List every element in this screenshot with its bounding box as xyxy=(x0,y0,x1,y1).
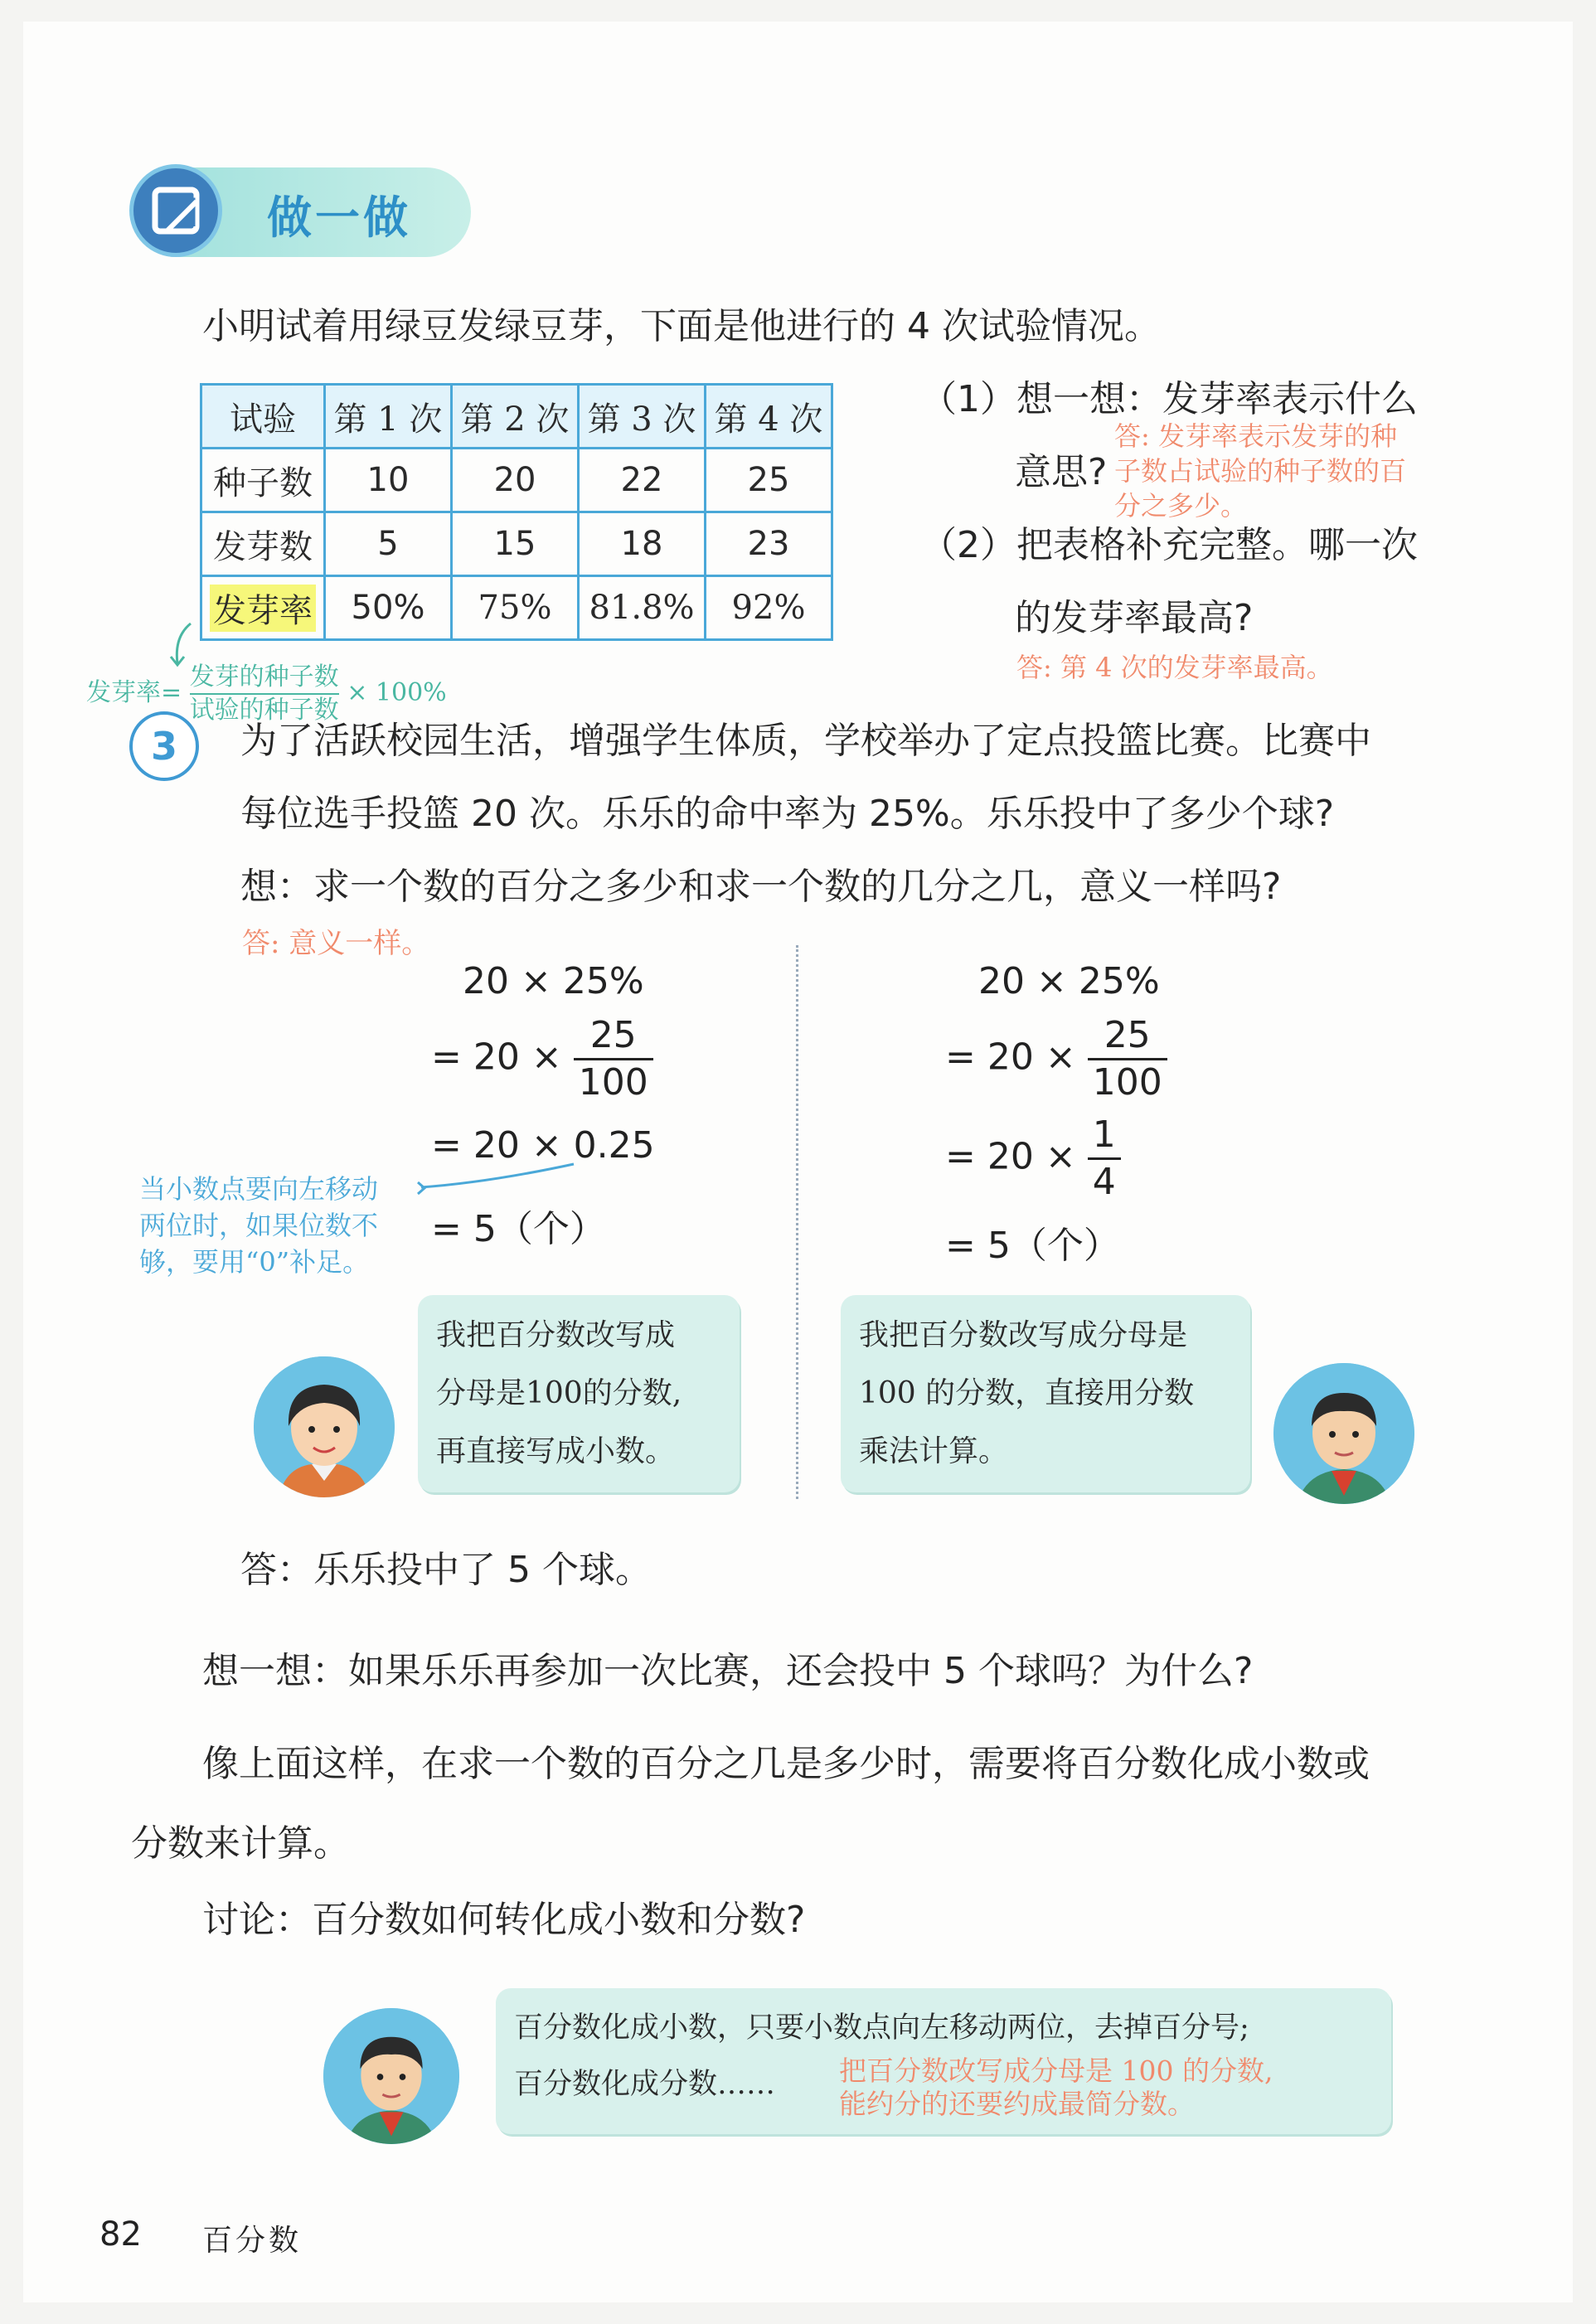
boy-avatar xyxy=(1273,1363,1414,1504)
calc-right-line4: = 5（个） xyxy=(945,1225,1120,1267)
calc-left-line4: = 5（个） xyxy=(431,1208,606,1250)
bottom-answer-line: 把百分数改写成分母是 100 的分数, xyxy=(839,2055,1273,2087)
fraction-numerator: 1 xyxy=(1088,1113,1121,1160)
formula-denominator: 试验的种子数 xyxy=(189,696,339,725)
table-cell: 5 xyxy=(325,512,452,576)
experiment-table xyxy=(200,383,833,641)
formula-times: × 100% xyxy=(347,678,447,707)
answer-1-line3: 分之多少。 xyxy=(1114,490,1248,522)
table-cell: 22 xyxy=(579,449,706,512)
example-3-line1: 为了活跃校园生活，增强学生体质，学校举办了定点投篮比赛。比赛中 xyxy=(240,720,1371,762)
table-cell-answer: 75% xyxy=(452,576,579,640)
table-header-cell: 第 2 次 xyxy=(452,385,579,449)
answer-1-line1: 答: 发芽率表示发芽的种 xyxy=(1114,420,1397,452)
bubble-line: 再直接写成小数。 xyxy=(436,1434,676,1468)
think-question-2: 想一想：如果乐乐再参加一次比赛，还会投中 5 个球吗？为什么? xyxy=(202,1650,1254,1692)
calc-left-line2 xyxy=(431,1013,653,1105)
side-note-line: 两位时，如果位数不 xyxy=(139,1210,379,1241)
side-note xyxy=(139,1171,378,1280)
calc-right-line3-prefix: = 20 × xyxy=(945,1135,1076,1178)
calc-left-line1: 20 × 25% xyxy=(463,960,644,1002)
table-header-cell: 第 3 次 xyxy=(579,385,706,449)
think-prompt: 想：求一个数的百分之多少和求一个数的几分之几，意义一样吗? xyxy=(240,866,1282,908)
fraction-denominator: 100 xyxy=(578,1061,648,1104)
question-2: （2）把表格补充完整。哪一次 xyxy=(920,524,1418,566)
section-header-icon xyxy=(129,164,222,257)
formula-numerator: 发芽的种子数 xyxy=(190,662,339,695)
page-number: 82 xyxy=(99,2215,142,2254)
question-2-cont: 的发芽率最高? xyxy=(1015,597,1254,639)
bubble-line: 百分数化成小数，只要小数点向左移动两位，去掉百分号; xyxy=(514,2011,1249,2045)
bubble-line: 100 的分数，直接用分数 xyxy=(859,1376,1195,1410)
girl-avatar xyxy=(254,1356,395,1497)
discussion-prompt: 讨论：百分数如何转化成小数和分数? xyxy=(202,1899,806,1941)
table-cell: 15 xyxy=(452,512,579,576)
table-cell: 50% xyxy=(325,576,452,640)
fraction-denominator: 100 xyxy=(1092,1061,1162,1104)
calc-right-line2-prefix: = 20 × xyxy=(945,1036,1076,1079)
calc-left-line2-prefix: = 20 × xyxy=(431,1036,562,1079)
table-cell: 25 xyxy=(706,449,832,512)
bubble-line: 乘法计算。 xyxy=(859,1434,1009,1468)
answer-2: 答: 第 4 次的发芽率最高。 xyxy=(1016,652,1333,683)
example-number-badge: 3 xyxy=(129,711,199,781)
boy-avatar-bottom xyxy=(323,2008,459,2144)
fraction-25-100 xyxy=(1088,1013,1167,1105)
bottom-answer xyxy=(839,2055,1273,2121)
final-answer: 答：乐乐投中了 5 个球。 xyxy=(240,1549,652,1591)
row-label xyxy=(201,576,325,640)
summary-line2: 分数来计算。 xyxy=(131,1822,350,1865)
table-cell: 20 xyxy=(452,449,579,512)
table-cell-answer: 81.8% xyxy=(579,576,706,640)
table-row xyxy=(201,576,832,640)
calc-right-line3 xyxy=(945,1113,1121,1205)
section-title: 做一做 xyxy=(267,191,411,244)
boy-speech-bubble xyxy=(841,1295,1250,1492)
table-cell: 18 xyxy=(579,512,706,576)
calc-right-line2 xyxy=(945,1013,1167,1105)
formula-left: 发芽率= xyxy=(86,678,182,707)
fraction-1-4 xyxy=(1088,1113,1121,1205)
fraction-numerator: 25 xyxy=(1088,1013,1167,1060)
answer-1-line2: 子数占试验的种子数的百 xyxy=(1114,455,1407,487)
bottom-answer-line: 能约分的还要约成最简分数。 xyxy=(839,2088,1195,2120)
girl-speech-bubble xyxy=(418,1295,740,1492)
table-header-cell: 第 4 次 xyxy=(706,385,832,449)
row-label: 发芽数 xyxy=(201,512,325,576)
row-label: 种子数 xyxy=(201,449,325,512)
fraction-25-100 xyxy=(574,1013,653,1105)
table-cell: 23 xyxy=(706,512,832,576)
bubble-line: 百分数化成分数…… xyxy=(514,2068,776,2101)
table-row xyxy=(201,512,832,576)
table-cell-answer: 92% xyxy=(706,576,832,640)
question-1-cont: 意思? xyxy=(1015,451,1108,493)
example-3-line2: 每位选手投篮 20 次。乐乐的命中率为 25%。乐乐投中了多少个球? xyxy=(240,793,1335,835)
divider xyxy=(796,945,798,1499)
bubble-line: 我把百分数改写成分母是 xyxy=(859,1318,1188,1352)
chapter-name: 百分数 xyxy=(202,2224,303,2258)
calc-right-line1: 20 × 25% xyxy=(978,960,1160,1002)
intro-text: 小明试着用绿豆发绿豆芽，下面是他进行的 4 次试验情况。 xyxy=(202,305,1161,347)
arrow-icon xyxy=(415,1157,580,1207)
highlighted-label: 发芽率 xyxy=(210,585,316,632)
side-note-line: 当小数点要向左移动 xyxy=(139,1173,379,1205)
question-1: （1）想一想：发芽率表示什么 xyxy=(920,378,1418,420)
summary-line1: 像上面这样，在求一个数的百分之几是多少时，需要将百分数化成小数或 xyxy=(202,1743,1370,1785)
fraction-numerator: 25 xyxy=(574,1013,653,1060)
table-header-row xyxy=(201,385,832,449)
bubble-line: 我把百分数改写成 xyxy=(436,1318,676,1352)
table-header-cell: 第 1 次 xyxy=(325,385,452,449)
calc-left-line3: = 20 × 0.25 xyxy=(431,1124,655,1167)
fraction-denominator: 4 xyxy=(1092,1161,1116,1203)
bubble-line: 分母是100的分数, xyxy=(436,1376,682,1410)
table-cell: 10 xyxy=(325,449,452,512)
table-header-cell: 试验 xyxy=(201,385,325,449)
side-note-line: 够，要用“0”补足。 xyxy=(139,1246,370,1278)
think-answer: 答: 意义一样。 xyxy=(242,927,430,960)
table-row xyxy=(201,449,832,512)
